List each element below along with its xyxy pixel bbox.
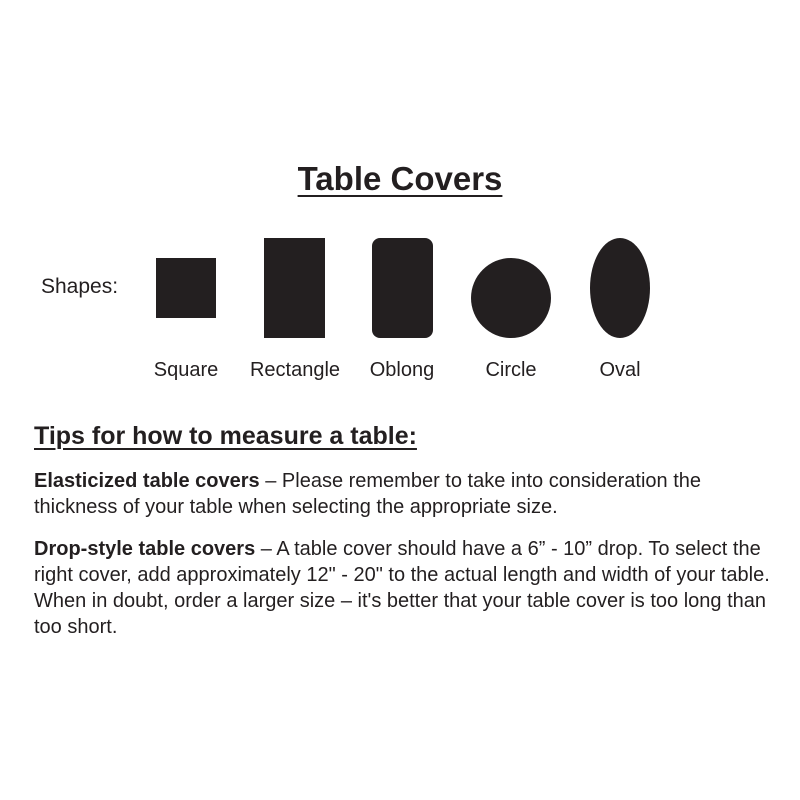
drop-style-tip <box>34 536 774 640</box>
elasticized-tip <box>34 468 774 520</box>
tips-heading: Tips for how to measure a table: <box>34 422 417 450</box>
drop-style-tip-text: – A table cover should have a 6” - 10” drop. To select the right cover, add approximately 12" - 20" to the actual length and width of your table. When in doubt, order a larger size – it's better that your table cover is too long than too short. <box>34 538 770 638</box>
rectangle-shape-icon <box>264 238 325 338</box>
circle-label: Circle <box>485 359 537 381</box>
oblong-label: Oblong <box>369 359 435 381</box>
oblong-shape-icon <box>372 238 433 338</box>
page-title: Table Covers <box>297 160 503 197</box>
drop-style-tip-title: Drop-style table covers <box>34 538 256 560</box>
square-shape-icon <box>156 258 216 318</box>
circle-shape-icon <box>471 258 551 338</box>
elasticized-tip-title: Elasticized table covers <box>34 470 260 492</box>
rectangle-label: Rectangle <box>249 359 341 381</box>
oval-label: Oval <box>599 359 641 381</box>
oval-shape-icon <box>590 238 650 338</box>
elasticized-tip-text: – Please remember to take into consideration the thickness of your table when selecting the appropriate size. <box>34 470 702 518</box>
square-label: Square <box>153 359 219 381</box>
shapes-label: Shapes: <box>41 275 119 298</box>
